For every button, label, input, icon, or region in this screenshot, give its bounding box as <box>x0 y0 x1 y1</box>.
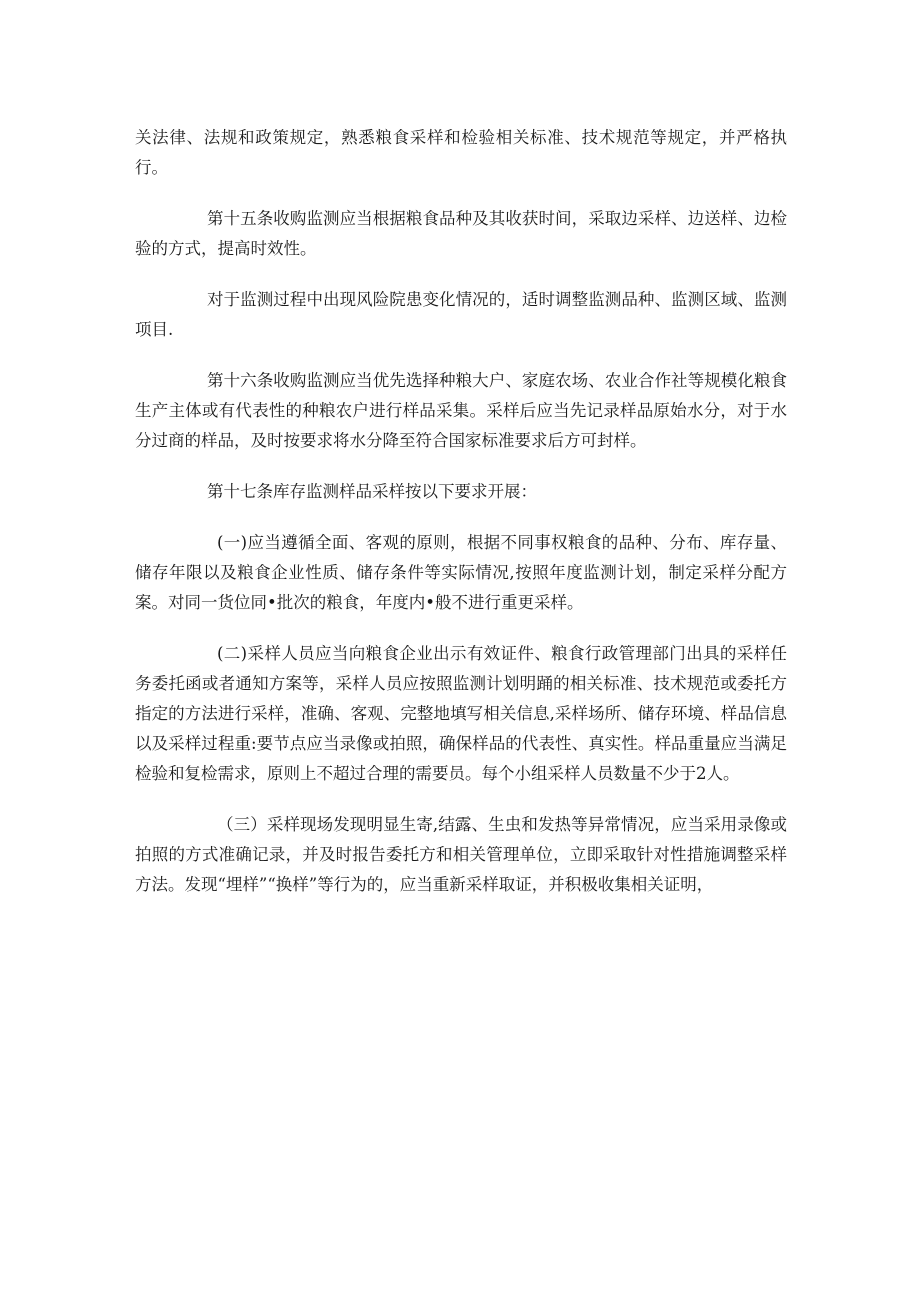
document-body <box>135 123 787 921</box>
paragraph-item-2: (二)采样人员应当向粮食企业出示有效证件、粮食行政管理部门出具的采样任务委托函或者通知方案等，采样人员应按照监测计划明踊的相关标准、技术规范或委托方指定的方法进行采样，准确、客观、完整地填写相关信息,采样场所、储存环境、样品信息以及采样过程重:要节点应当录像或拍照，确保样品的代表性、真实性。样品重量应当满足检验和复检需求，原则上不超过合理的需要员。每个小组采样人员数量不少于2人。 <box>135 644 787 783</box>
paragraph-item-3: （三）采样现场发现明显生寄,结露、生虫和发热等异常情况，应当采用录像或拍照的方式准确记录，并及时报告委托方和相关管理单位，立即采取针对性措施调整采样方法。发现“埋样”“换样”等行为的，应当重新采样取证，并积极收集相关证明， <box>135 815 787 894</box>
paragraph-risk-adjustment: 对于监测过程中出现风险院患变化情况的，适时调整监测品种、监测区域、监测项目. <box>135 290 787 339</box>
paragraph-article-17: 第十七条库存监测样品采样按以下要求开展： <box>207 482 537 501</box>
paragraph-article-15: 第十五条收购监测应当根据粮食品种及其收获时间，采取边采样、边送样、边检验的方式，提高时效性。 <box>135 209 787 258</box>
paragraph-item-1: (一)应当遵循全面、客观的原则，根据不同事权粮食的品种、分布、库存量、储存年限以及粮食企业性质、储存条件等实际情况,按照年度监测计划，制定采样分配方案。对同一货位同•批次的粮食，年度内•般不进行重更采样。 <box>135 533 787 612</box>
paragraph-continuation: 关法律、法规和政策规定，熟悉粮食采样和检验相关标准、技术规范等规定，并严格执行。 <box>135 128 787 177</box>
paragraph-article-16: 第十六条收购监测应当优先选择种粮大户、家庭农场、农业合作社等规模化粮食生产主体或有代表性的种粮农户进行样品采集。采样后应当先记录样品原始水分，对于水分过商的样品，及时按要求将水分降至符合国家标准要求后方可封样。 <box>135 371 787 450</box>
